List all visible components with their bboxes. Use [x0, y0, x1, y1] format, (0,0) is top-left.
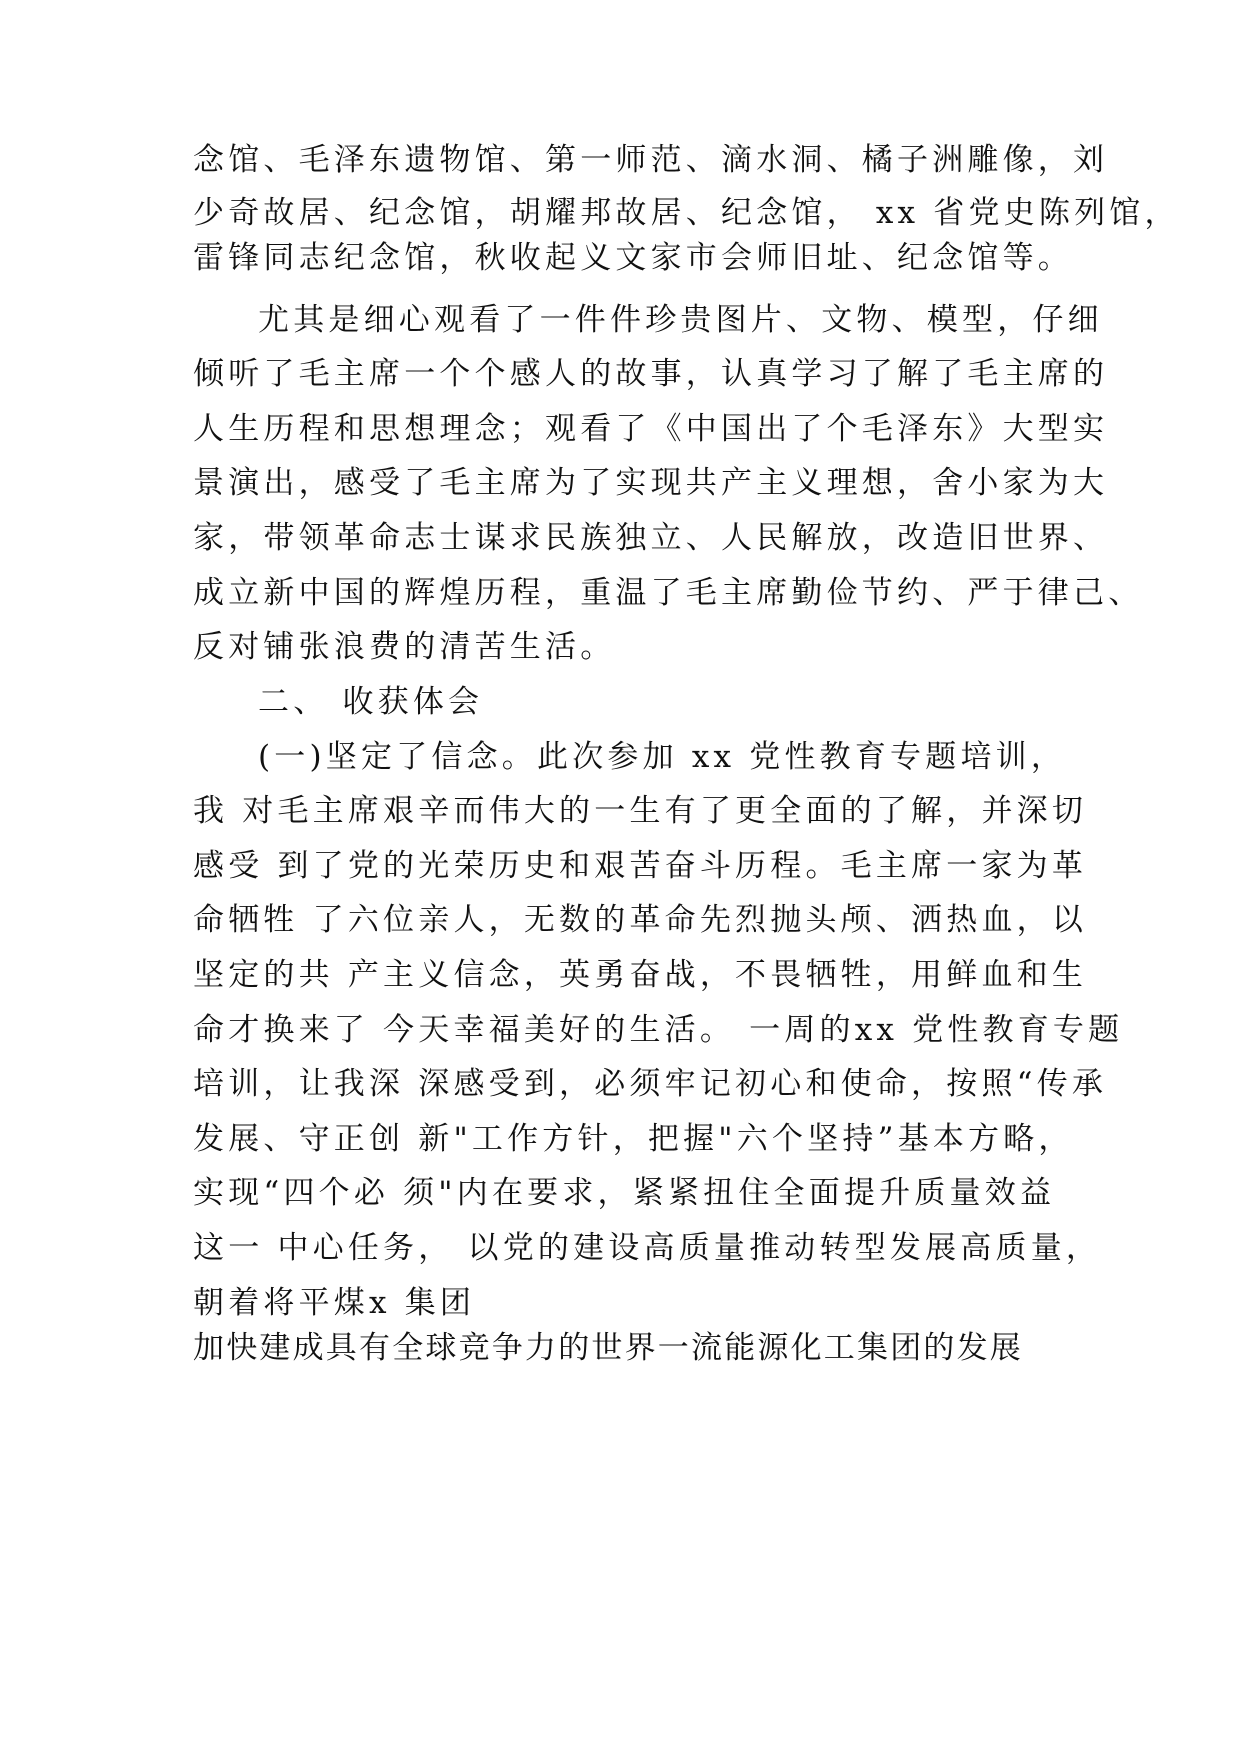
- paragraph-first-line: (一)坚定了信念。此次参加 xx 党性教育专题培训，: [258, 739, 1067, 775]
- body-text-line: 培训，让我深 深感受到，必须牢记初心和使命，按照“传承: [193, 1066, 1108, 1102]
- body-text-line: 雷锋同志纪念馆，秋收起义文家市会师旧址、纪念馆等。: [193, 240, 1073, 276]
- body-text-line: 感受 到了党的光荣历史和艰苦奋斗历程。毛主席一家为革: [193, 848, 1088, 884]
- section-heading: 二、 收获体会: [258, 684, 484, 720]
- body-text-line: 我 对毛主席艰辛而伟大的一生有了更全面的了解，并深切: [193, 793, 1088, 829]
- body-text-line: 成立新中国的辉煌历程，重温了毛主席勤俭节约、严于律己、: [193, 575, 1144, 611]
- body-text-line: 念馆、毛泽东遗物馆、第一师范、滴水洞、橘子洲雕像，刘: [193, 142, 1109, 178]
- body-text-line: 实现“四个必 须"内在要求，紧紧扭住全面提升质量效益: [193, 1175, 1056, 1211]
- body-text-line: 这一 中心任务， 以党的建设高质量推动转型发展高质量，: [193, 1230, 1102, 1266]
- body-text-line: 景演出，感受了毛主席为了实现共产主义理想，舍小家为大: [193, 465, 1109, 501]
- body-text-line: 反对铺张浪费的清苦生活。: [193, 629, 616, 665]
- body-text-line: 命牺牲 了六位亲人，无数的革命先烈抛头颅、洒热血，以: [193, 902, 1088, 938]
- body-text-line: 人生历程和思想理念；观看了《中国出了个毛泽东》大型实: [193, 411, 1109, 447]
- body-text-line: 朝着将平煤x 集团: [193, 1285, 476, 1321]
- body-text-line: 命才换来了 今天幸福美好的生活。 一周的xx 党性教育专题: [193, 1012, 1124, 1048]
- body-text-line: 倾听了毛主席一个个感人的故事，认真学习了解了毛主席的: [193, 356, 1109, 392]
- body-text-line: 发展、守正创 新"工作方针，把握"六个坚持”基本方略，: [193, 1121, 1074, 1157]
- paragraph-first-line: 尤其是细心观看了一件件珍贵图片、文物、模型，仔细: [258, 302, 1103, 338]
- body-text-line: 家，带领革命志士谋求民族独立、人民解放，改造旧世界、: [193, 520, 1109, 556]
- body-text-line: 少奇故居、纪念馆，胡耀邦故居、纪念馆， xx 省党史陈列馆，: [193, 195, 1180, 231]
- body-text-line: 加快建成具有全球竞争力的世界一流能源化工集团的发展: [193, 1330, 1023, 1366]
- body-text-line: 坚定的共 产主义信念，英勇奋战，不畏牺牲，用鲜血和生: [193, 957, 1088, 993]
